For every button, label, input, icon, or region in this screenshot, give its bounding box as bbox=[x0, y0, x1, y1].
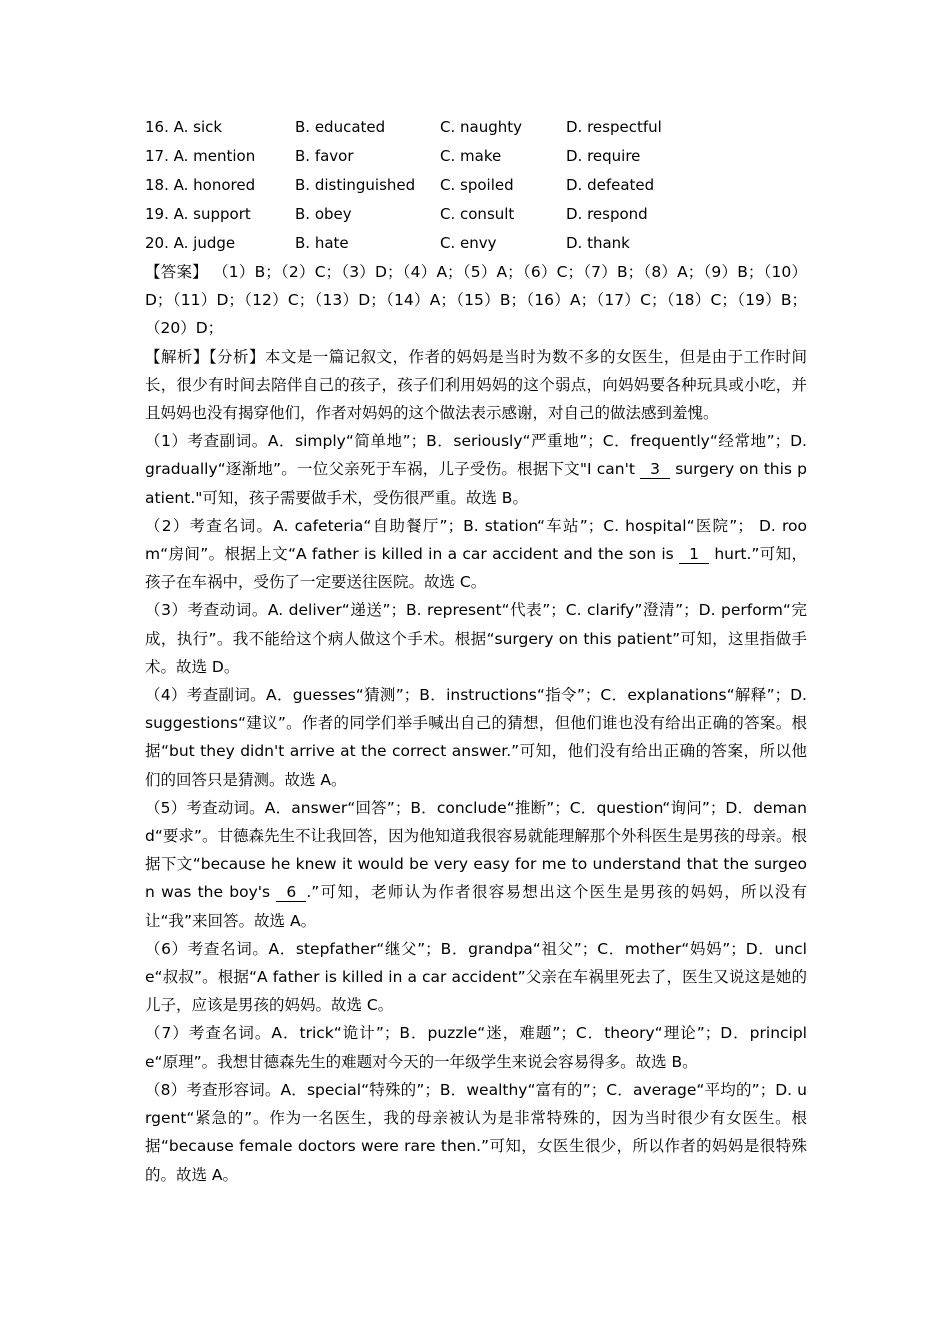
explanation-item bbox=[145, 1076, 807, 1189]
explanation-text: （1）考查副词。A．simply“简单地”；B．seriously“严重地”；C．frequently“经常地”；D. gradually“逐渐地”。一位父亲死于车祸，儿子受伤。根据下文"I can't bbox=[145, 432, 807, 479]
option-a: 20. A. judge bbox=[145, 234, 236, 252]
option-row-16 bbox=[145, 113, 807, 142]
explanation-text: （5）考查动词。A．answer“回答”；B．conclude“推断”；C．question“询问”；D．demand“要求”。甘德森先生不让我回答，因为他知道我很容易就能理解那个外科医生是男孩的母亲。根据下文“because he knew it would be very easy for me to understand that the surgeon was the boy's bbox=[145, 798, 807, 902]
option-d: D. respectful bbox=[566, 118, 662, 136]
blank-number: 1 bbox=[679, 545, 709, 564]
option-row-17 bbox=[145, 142, 807, 171]
option-row-20 bbox=[145, 229, 807, 258]
option-d: D. defeated bbox=[566, 176, 655, 194]
explanation-text: surgery on this patient."可知，孩子需要做手术，受伤很严重。故选 B。 bbox=[145, 460, 807, 507]
option-a: 19. A. support bbox=[145, 205, 251, 223]
option-row-19 bbox=[145, 200, 807, 229]
explanation-text: （8）考查形容词。A．special“特殊的”；B．wealthy“富有的”；C．average“平均的”；D. urgent“紧急的”。作为一名医生，我的母亲被认为是非常特殊的，因为当时很少有女医生。根据“because female doctors were rare then.”可知，女医生很少，所以作者的妈妈是很特殊的。故选 A。 bbox=[145, 1080, 807, 1184]
option-a: 18. A. honored bbox=[145, 176, 256, 194]
explanation-text: （4）考查副词。A．guesses“猜测”；B．instructions“指令”；C．explanations“解释”；D. suggestions“建议”。作者的同学们举手喊出自己的猜想，但他们谁也没有给出正确的答案。根据“but they didn't arrive at the correct answer.”可知，他们没有给出正确的答案，所以他们的回答只是猜测。故选 A。 bbox=[145, 686, 807, 789]
option-c: C. consult bbox=[440, 205, 515, 223]
option-b: B. educated bbox=[295, 118, 386, 136]
option-c: C. make bbox=[440, 147, 502, 165]
explanation-item bbox=[145, 512, 807, 597]
explanation-item bbox=[145, 794, 807, 935]
explanation-item bbox=[145, 1019, 807, 1075]
blank-number: 3 bbox=[640, 460, 670, 479]
option-a: 16. A. sick bbox=[145, 118, 223, 136]
explanation-text: .”可知，老师认为作者很容易想出这个医生是男孩的妈妈，所以没有让“我”来回答。故选 A。 bbox=[145, 883, 807, 930]
options-list bbox=[145, 113, 807, 258]
option-b: B. hate bbox=[295, 234, 349, 252]
answer-key: 【答案】 （1）B；（2）C；（3）D；（4）A；（5）A；（6）C；（7）B；（8）A；（9）B；（10）D；（11）D；（12）C；（13）D；（14）A；（15）B；（16）A；（17）C；（18）C；（19）B；（20）D； bbox=[145, 263, 807, 338]
option-c: C. envy bbox=[440, 234, 497, 252]
option-b: B. obey bbox=[295, 205, 352, 223]
option-a: 17. A. mention bbox=[145, 147, 256, 165]
document-page bbox=[145, 113, 807, 1189]
option-row-18 bbox=[145, 171, 807, 200]
explanation-text: （3）考查动词。A. deliver“递送”；B. represent“代表”；C. clarify”澄清”；D. perform“完成，执行”。我不能给这个病人做这个手术。根据“surgery on this patient”可知，这里指做手术。故选 D。 bbox=[145, 601, 807, 676]
option-c: C. spoiled bbox=[440, 176, 514, 194]
option-b: B. distinguished bbox=[295, 176, 416, 194]
explanation-item bbox=[145, 681, 807, 794]
explanation-text: （6）考查名词。A．stepfather“继父”；B．grandpa“祖父”；C．mother“妈妈”；D．uncle“叔叔”。根据“A father is killed in a car accident”父亲在车祸里死去了，医生又说这是她的儿子，应该是男孩的妈妈。故选 C。 bbox=[145, 939, 807, 1015]
explanation-text: （2）考查名词。A. cafeteria“自助餐厅”；B. station“车站”；C. hospital“医院”； D. room“房间”。根据上文“A father is killed in a car accident and the son is bbox=[145, 516, 807, 564]
option-b: B. favor bbox=[295, 147, 354, 165]
explanation-item bbox=[145, 427, 807, 512]
option-c: C. naughty bbox=[440, 118, 523, 136]
explanation-item bbox=[145, 596, 807, 681]
explanation-text: hurt.”可知，孩子在车祸中，受伤了一定要送往医院。故选 C。 bbox=[145, 545, 807, 592]
explanation-text: （7）考查名词。A．trick“诡计”；B．puzzle“迷，难题”；C．theory“理论”；D．principle“原理”。我想甘德森先生的难题对今天的一年级学生来说会容易得多。故选 B。 bbox=[145, 1024, 807, 1071]
option-d: D. respond bbox=[566, 205, 648, 223]
explanation-item bbox=[145, 935, 807, 1020]
option-d: D. thank bbox=[566, 234, 630, 252]
blank-number: 6 bbox=[276, 883, 306, 902]
analysis-summary: 【解析】【分析】本文是一篇记叙文，作者的妈妈是当时为数不多的女医生，但是由于工作时间长，很少有时间去陪伴自己的孩子，孩子们利用妈妈的这个弱点，向妈妈要各种玩具或小吃，并且妈妈也没有揭穿他们，作者对妈妈的这个做法表示感谢，对自己的做法感到羞愧。 bbox=[145, 347, 807, 423]
option-d: D. require bbox=[566, 147, 641, 165]
